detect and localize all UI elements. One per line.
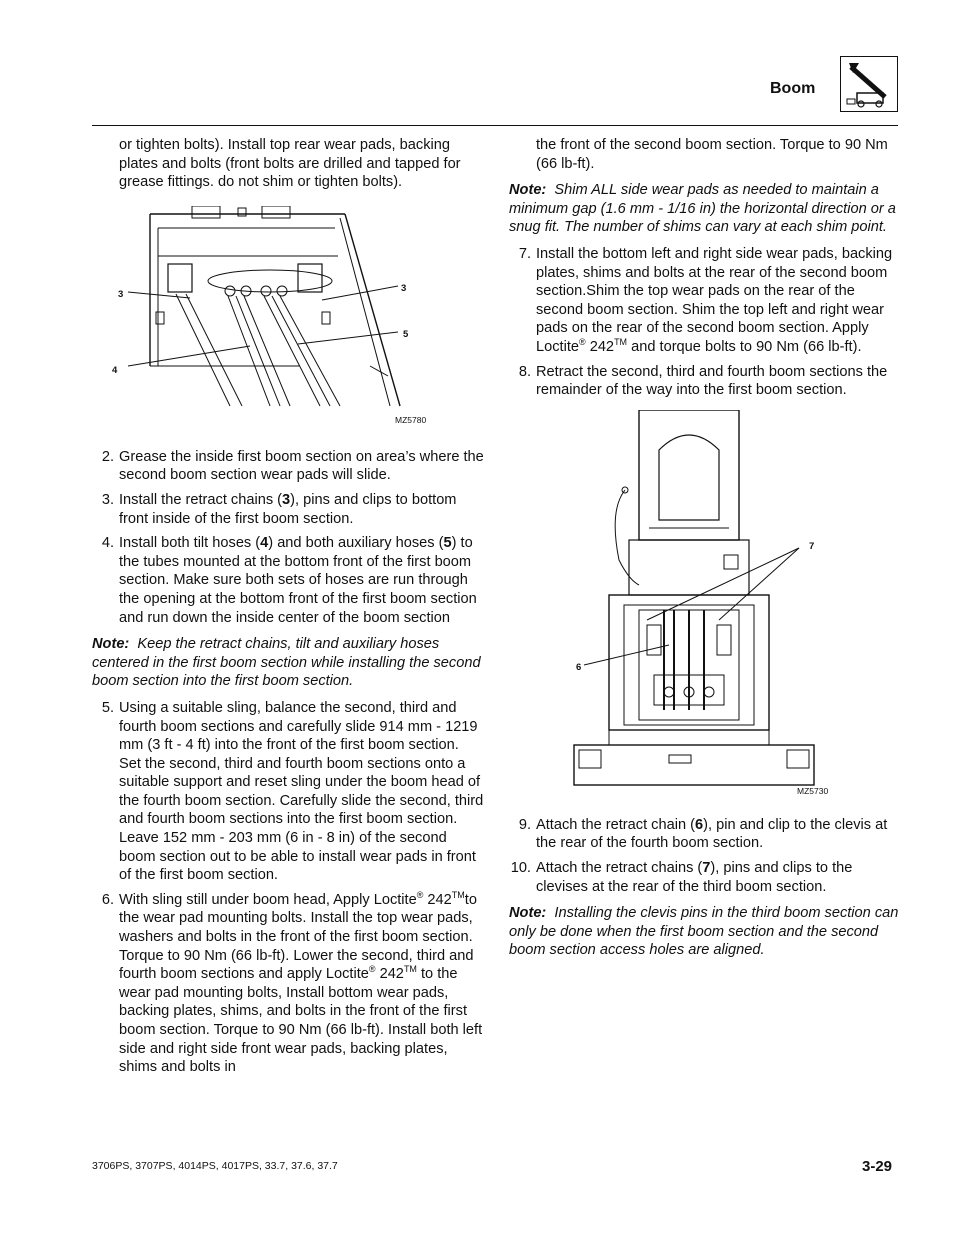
step-text-pre: Attach the retract chains ( [536,859,703,876]
step-text-b: 242 [589,338,615,355]
step-text-c: and torque bolts to 90 Nm (66 lb-ft). [631,338,862,355]
right-column [509,136,901,968]
step-text-post: ), pins and clips to the clevises at the rear of the third boom section. [536,859,853,895]
header-rule [92,125,898,126]
step-text-a: Install the bottom left and right side wear pads, backing plates, shims and bolts at the rear of the second boom section.Shim the top wear pads on the rear of the second boom section. Shim the top left and right wear pads on the rear of the second boom section. Apply Loctite [536,245,893,355]
step-callout-ref: 3 [282,491,291,508]
trademark-mark: TM [451,889,465,900]
step-3 [92,491,484,528]
left-intro-paragraph: or tighten bolts). Install top rear wear pads, backing plates and bolts (front bolts are drilled and tapped for grease fittings. do not shim or tighten bolts). [119,137,461,191]
registered-mark: ® [416,889,424,900]
note-shim [509,181,901,237]
note-text: Keep the retract chains, tilt and auxiliary hoses centered in the first boom section while installing the second boom section into the first boom section. [92,636,481,690]
step-text-a: With sling still under boom head, Apply Loctite [119,891,417,908]
step-text-post: ), pin and clip to the clevis at the rear of the fourth boom section. [536,816,888,852]
boom-rear-illustration [569,410,839,802]
figure-mz5730 [569,410,839,802]
registered-mark: ® [368,964,376,975]
step-number: 9. [518,816,531,833]
callout-6: 6 [576,661,582,673]
step-number: 6. [101,891,114,908]
callout-7: 7 [809,540,815,552]
step-2 [92,448,484,485]
note-text: Shim ALL side wear pads as needed to maintain a minimum gap (1.6 mm - 1/16 in) the horizontal direction or a snug fit. The number of shims can vary at each shim point. [509,182,896,236]
step-10 [509,859,901,896]
right-intro-paragraph: the front of the second boom section. Torque to 90 Nm (66 lb-ft). [536,137,888,172]
callout-5: 5 [403,328,409,340]
step-text-mid: ) and both auxiliary hoses ( [268,535,444,552]
figure-mz5780 [112,206,440,434]
step-text-b: 242 [427,891,452,908]
step-number: 5. [101,699,114,716]
note-label: Note: [509,905,547,922]
step-text-c: to the wear pad mounting bolts. Install the top wear pads, washers and bolts in the front of the first boom section. Torque to 90 Nm (66 lb-ft). Lower the second, third and fourth boom sections and apply Loctite [119,891,477,983]
step-number: 7. [518,245,531,262]
step-text-e: to the wear pad mounting bolts, Install bottom wear pads, backing plates, shims, and bolts in the front of the first boom section. Torque to 90 Nm (66 lb-ft). Install both left side and right side front wear pads, backing plates, shims and bolts in [119,966,483,1076]
step-callout-ref: 7 [702,859,711,876]
step-callout-ref: 5 [443,535,452,552]
step-text-pre: Attach the retract chain ( [536,816,695,833]
step-text-pre: Install both tilt hoses ( [119,535,261,552]
note-retract-chains [92,635,484,691]
callout-4: 4 [112,364,118,376]
figure-id: MZ5780 [395,414,427,425]
step-text-d: 242 [379,966,404,983]
note-text: Installing the clevis pins in the third boom section can only be done when the first boom section and the second boom section access holes are aligned. [509,905,899,959]
step-number: 8. [518,363,531,380]
registered-mark: ® [579,337,586,348]
boom-section-icon [840,56,898,112]
note-label: Note: [92,636,130,653]
step-5 [92,699,484,885]
step-text-post: ), pins and clips to bottom front inside of the first boom section. [119,491,457,527]
step-callout-ref: 6 [695,816,704,833]
boom-front-illustration [120,206,440,434]
step-8 [509,363,901,400]
step-6 [92,891,484,1077]
trademark-mark: TM [614,337,628,348]
callout-3-left: 3 [118,288,124,300]
left-column [92,136,484,1083]
step-7 [509,245,901,357]
figure-id: MZ5730 [797,785,829,796]
step-number: 2. [101,448,114,465]
step-callout-ref: 4 [260,535,269,552]
page-number: 3-29 [862,1158,893,1175]
step-text: Grease the inside first boom section on area’s where the second boom section wear pads will slide. [119,448,484,484]
step-text-pre: Install the retract chains ( [119,491,283,508]
section-title: Boom [770,80,816,97]
trademark-mark: TM [403,964,417,975]
step-text-post: ) to the tubes mounted at the bottom front of the first boom section. Make sure both sets of hoses are run through the opening at the bottom front of the first boom section and run down the inside center of the boom section [119,535,477,626]
step-number: 3. [101,491,114,508]
step-number: 10. [510,859,531,876]
step-text: Using a suitable sling, balance the second, third and fourth boom sections and carefully slide 914 mm - 1219 mm (3 ft - 4 ft) into the front of the first boom section. Set the second, third and fourth boom sections onto a suitable support and reset sling under the boom head of the fourth boom section. Carefully slide the second, third and fourth boom sections into the first boom section. Leave 152 mm - 203 mm (6 in - 8 in) of the second boom section out to be able to install wear pads in front of the first boom section. [119,699,484,884]
step-9 [509,816,901,853]
step-number: 4. [101,535,114,552]
callout-3-right: 3 [401,282,407,294]
step-text: Retract the second, third and fourth boom sections the remainder of the way into the first boom section. [536,363,888,399]
note-clevis-pins [509,904,901,960]
note-label: Note: [509,182,547,199]
footer-models: 3706PS, 3707PS, 4014PS, 4017PS, 33.7, 37.6, 37.7 [92,1160,338,1172]
step-4 [92,534,484,627]
